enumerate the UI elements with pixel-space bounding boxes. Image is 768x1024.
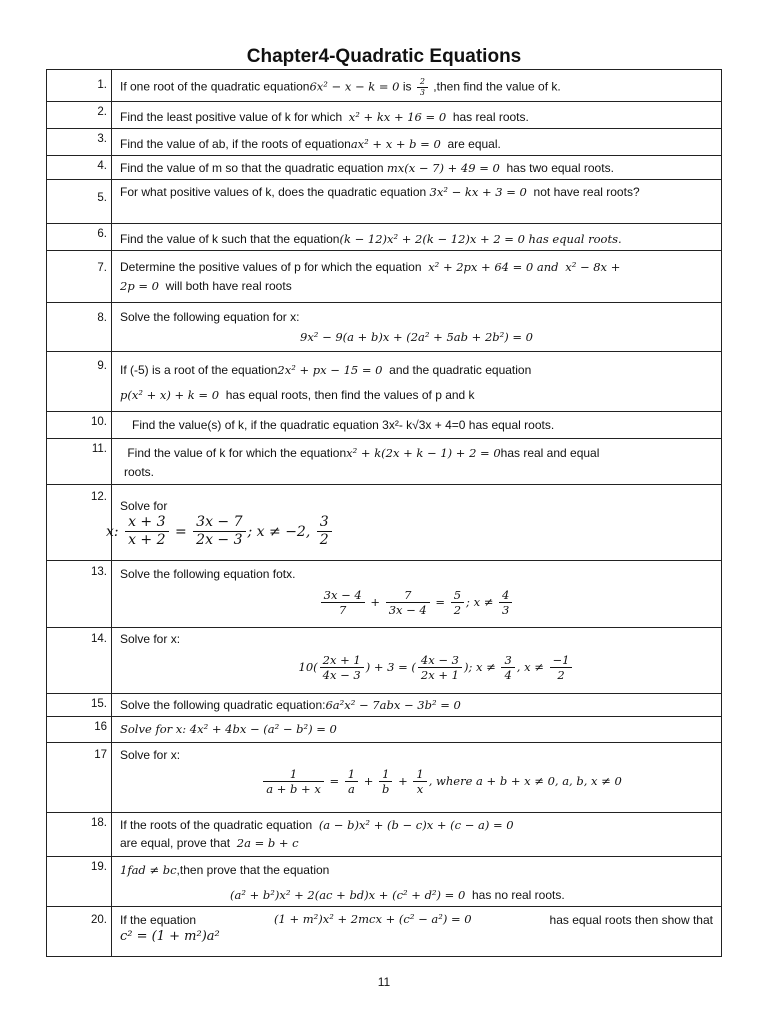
page-title: Chapter4-Quadratic Equations [246, 46, 522, 67]
question-text: Solve for x: 10( $\frac{2x + 1}{4x - 3}$ ) + 3 = ( $\frac{4x - 3}{2x + 1}$ ); x ≠ $\frac{3}{4}$ , x ≠ $\frac{-1}{2}$ [112, 627, 722, 693]
page-number: 11 [377, 975, 391, 989]
question-text: Solve the following equation fotx. $\frac{3x - 4}{7}$ + $\frac{7}{3x - 4}$ = $\frac{5}{2}$ ; x ≠ $\frac{4}{3}$ [112, 560, 722, 627]
question-text: Solve the following equation for x: 9x² − 9(a + b)x + (2a² + 5ab + 2b²) = 0 [112, 303, 722, 352]
questions-table [46, 69, 722, 957]
question-number: 18. [47, 812, 112, 856]
question-text: Solve for x: $\frac{1}{a + b + x}$ = $\frac{1}{a}$ + $\frac{1}{b}$ + $\frac{1}{x}$ , where a + b + x ≠ 0, a, b, x ≠ 0 [112, 742, 722, 812]
table-row [47, 251, 722, 303]
table-row [47, 627, 722, 693]
question-number: 17 [47, 742, 112, 812]
table-row [47, 906, 722, 956]
question-text: If the equation (1 + m²)x² + 2mcx + (c² − a²) = 0 has equal roots then show that c² = (1 + m²)a² [112, 906, 722, 956]
question-number: 8. [47, 303, 112, 352]
question-text: Find the value(s) of k, if the quadratic equation 3x²- k√3x + 4=0 has equal roots. [112, 412, 722, 439]
question-text: If the roots of the quadratic equation (a − b)x² + (b − c)x + (c − a) = 0 are equal, prove that 2a = b + c [112, 812, 722, 856]
question-text: Determine the positive values of p for which the equation x² + 2px + 64 = 0 and x² − 8x + 2p = 0 will both have real roots [112, 251, 722, 303]
table-row [47, 716, 722, 742]
question-number: 12. [47, 484, 112, 560]
table-row [47, 412, 722, 439]
table-row [47, 439, 722, 484]
question-number: 1. [47, 70, 112, 102]
question-text: Find the value of k for which the equationx² + k(2x + k − 1) + 2 = 0has real and equal roots. [112, 439, 722, 484]
question-number: 2. [47, 102, 112, 129]
question-text: 1fad ≠ bc,then prove that the equation (a² + b²)x² + 2(ac + bd)x + (c² + d²) = 0 has no real roots. [112, 856, 722, 906]
table-row [47, 560, 722, 627]
table-row [47, 129, 722, 156]
question-number: 16 [47, 716, 112, 742]
question-number: 4. [47, 156, 112, 180]
table-row [47, 70, 722, 102]
question-text: Find the value of ab, if the roots of equationax² + x + b = 0 are equal. [112, 129, 722, 156]
table-row [47, 102, 722, 129]
question-text: Find the value of m so that the quadratic equation mx(x − 7) + 49 = 0 has two equal roots. [112, 156, 722, 180]
question-text: If one root of the quadratic equation6x² − x − k = 0 is $\frac{2}{3}$ ,then find the value of k. [112, 70, 722, 102]
table-row [47, 352, 722, 412]
question-text: If (-5) is a root of the equation2x² + px − 15 = 0 and the quadratic equation p(x² + x) + k = 0 has equal roots, then find the values of p and k [112, 352, 722, 412]
question-number: 19. [47, 856, 112, 906]
question-number: 20. [47, 906, 112, 956]
question-text: For what positive values of k, does the quadratic equation 3x² − kx + 3 = 0 not have real roots? [112, 180, 722, 224]
question-number: 6. [47, 224, 112, 251]
table-row [47, 180, 722, 224]
question-text: Solve for x: 4x² + 4bx − (a² − b²) = 0 [112, 716, 722, 742]
question-number: 11. [47, 439, 112, 484]
table-row [47, 812, 722, 856]
question-text: Solve for x: $\frac{x + 3}{x + 2}$ = $\frac{3x - 7}{2x - 3}$ ; x ≠ −2, $\frac{3}{2}$ [112, 484, 722, 560]
question-number: 15. [47, 693, 112, 716]
question-text: Find the value of k such that the equation(k − 12)x² + 2(k − 12)x + 2 = 0 has equal roots. [112, 224, 722, 251]
table-row [47, 156, 722, 180]
table-row [47, 484, 722, 560]
table-row [47, 742, 722, 812]
question-text: Solve the following quadratic equation:6a²x² − 7abx − 3b² = 0 [112, 693, 722, 716]
question-number: 7. [47, 251, 112, 303]
table-row [47, 693, 722, 716]
question-number: 9. [47, 352, 112, 412]
question-number: 10. [47, 412, 112, 439]
table-row [47, 224, 722, 251]
question-number: 13. [47, 560, 112, 627]
question-number: 14. [47, 627, 112, 693]
table-row [47, 303, 722, 352]
table-row [47, 856, 722, 906]
question-text: Find the least positive value of k for which x² + kx + 16 = 0 has real roots. [112, 102, 722, 129]
question-number: 5. [47, 180, 112, 224]
question-number: 3. [47, 129, 112, 156]
